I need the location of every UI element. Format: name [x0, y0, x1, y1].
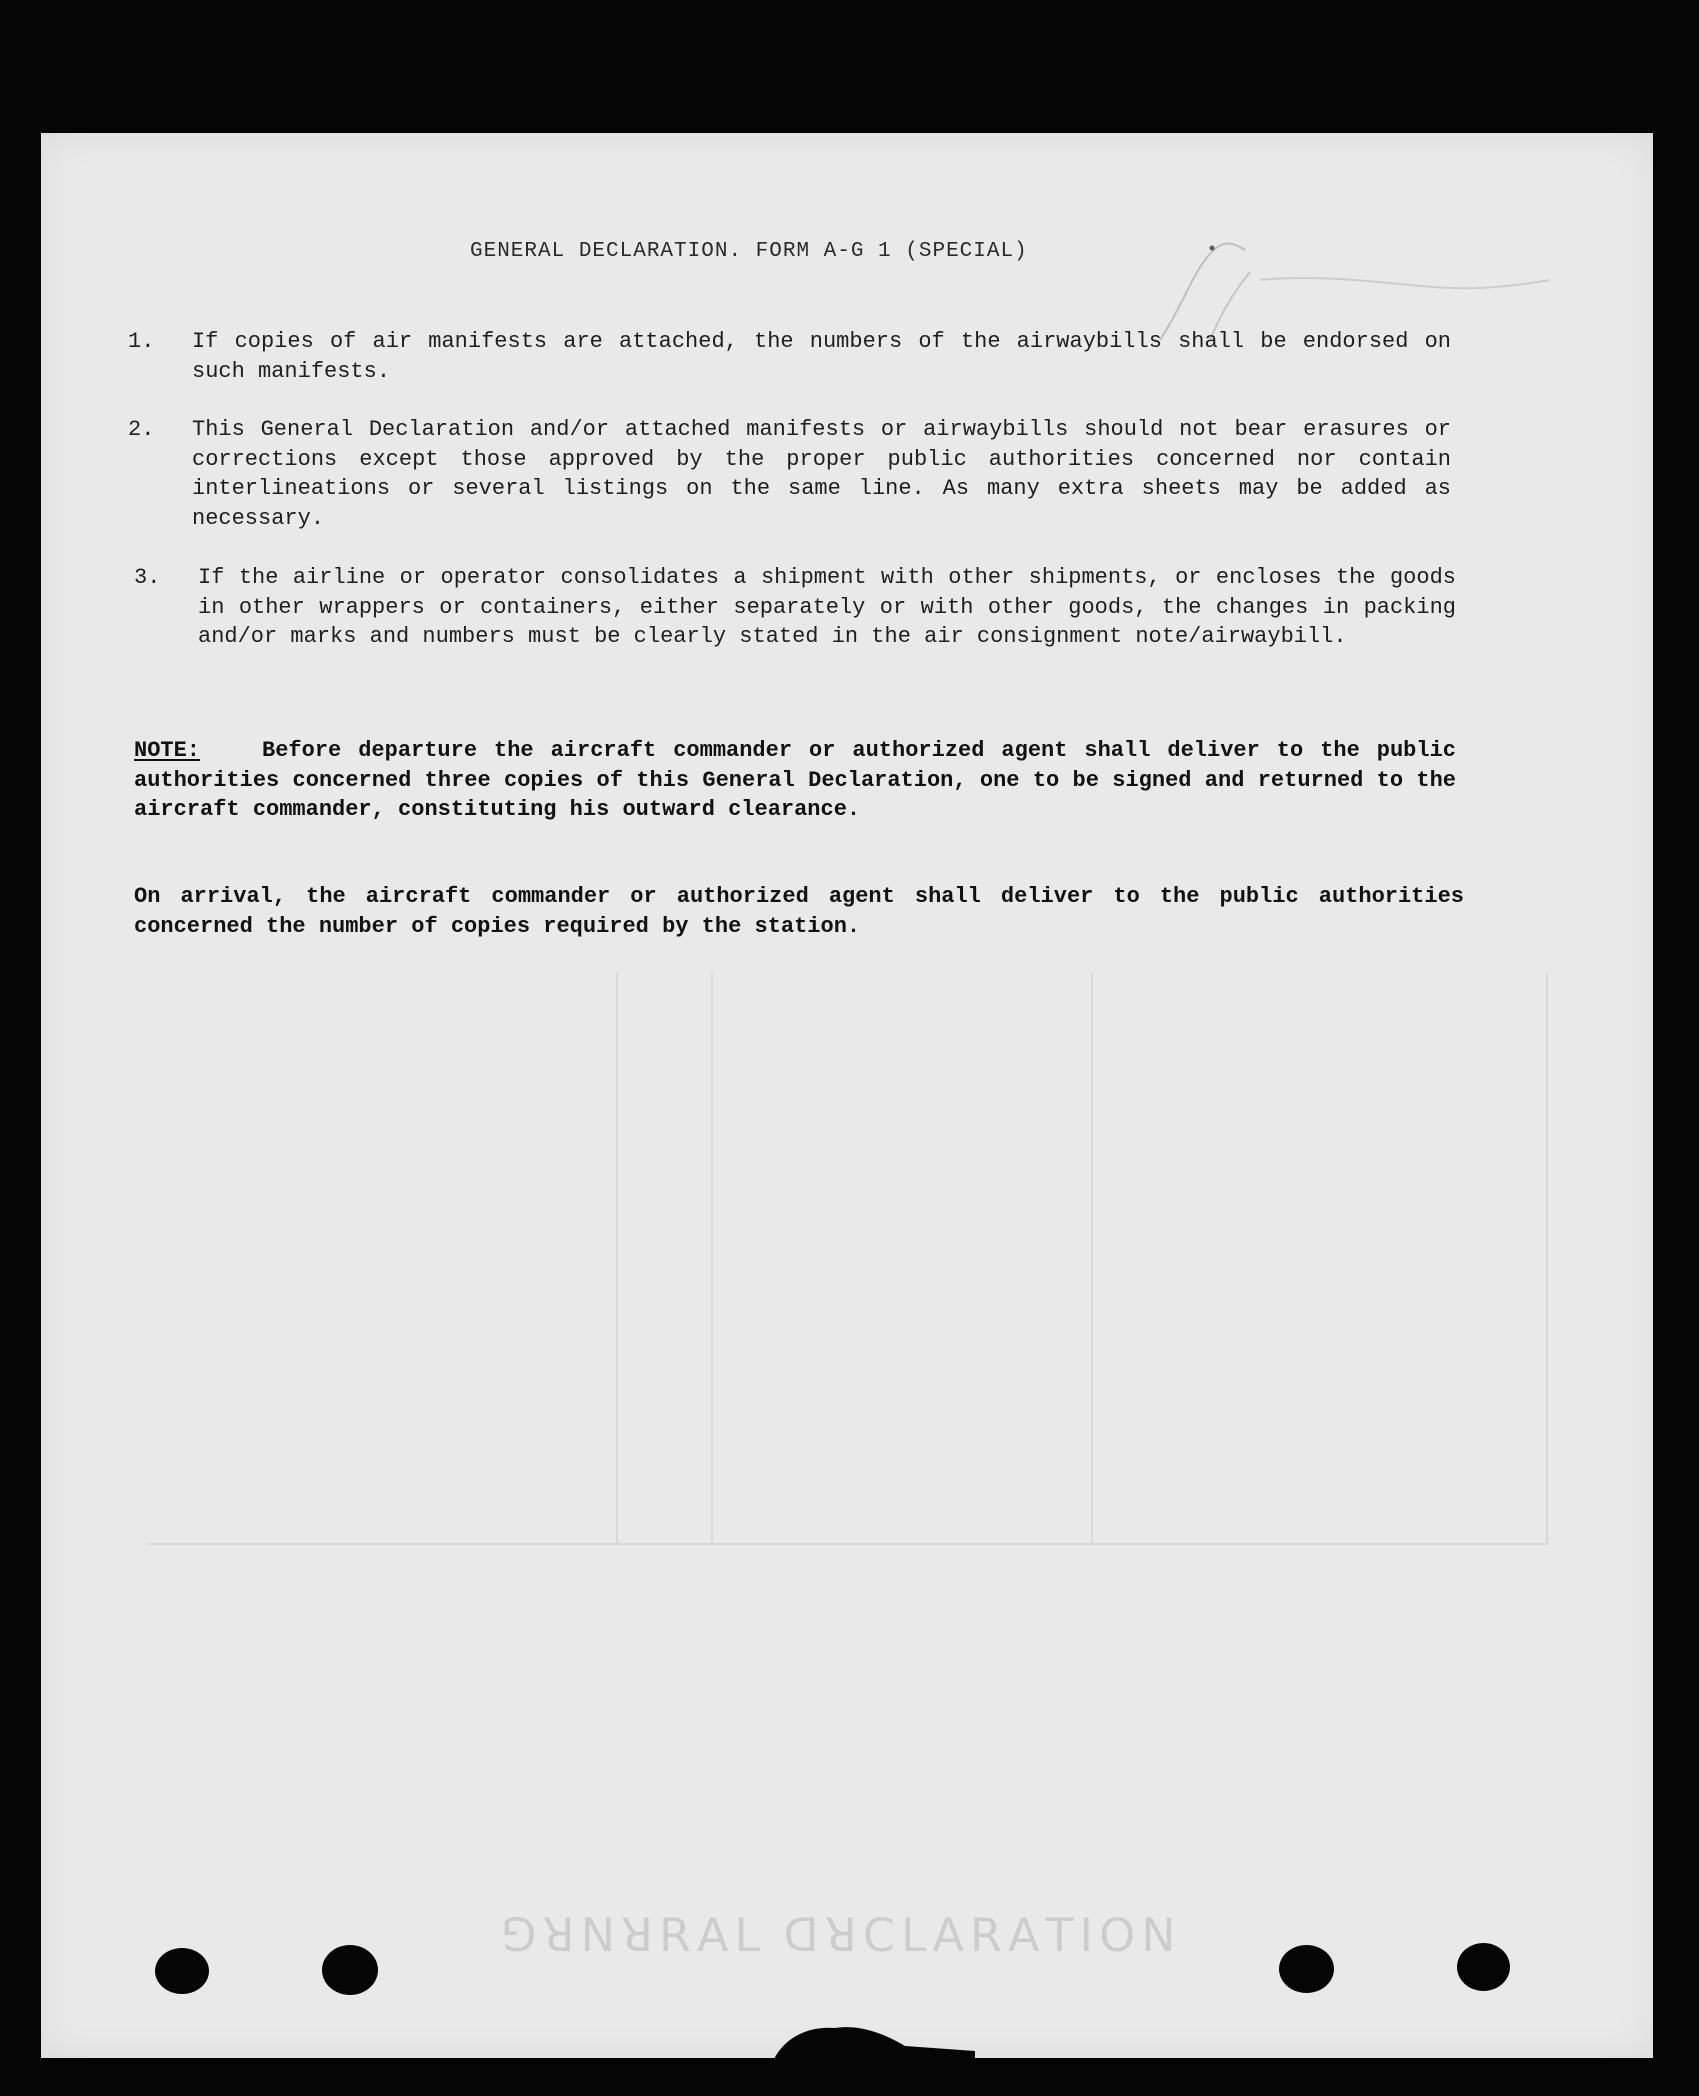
item-text: If copies of air manifests are attached, the numbers of the airwaybills shall be endorsed on such manifests.	[192, 329, 1451, 384]
item-number: 1.	[128, 329, 155, 354]
punch-hole	[1279, 1945, 1334, 1993]
bleed-through-heading: ꓨꓤꓠꓤꓣꓮꓡ ꓷꓤꓚꓡꓮꓣꓮꓔꓲꓳꓠ	[501, 1910, 1182, 1961]
punch-hole	[322, 1945, 378, 1995]
item-text: This General Declaration and/or attached manifests or airwaybills should not bear erasures or corrections except those approved by the proper public authorities concerned nor contain interlineations or several listings on the same line. As many extra sheets may be added as necessary.	[192, 417, 1451, 531]
bleed-through-rule	[616, 973, 618, 1543]
torn-edge	[765, 2006, 975, 2096]
bleed-through-rule	[146, 1543, 1548, 1545]
bleed-through-rule	[1091, 973, 1093, 1543]
arrival-paragraph: On arrival, the aircraft commander or authorized agent shall deliver to the public authorities concerned the number of copies required by the station.	[134, 884, 1464, 939]
item-text: If the airline or operator consolidates a shipment with other shipments, or encloses the goods in other wrappers or containers, either separately or with other goods, the changes in packing and/or marks and numbers must be clearly stated in the air consignment note/airwaybill.	[198, 565, 1456, 649]
item-number: 2.	[128, 417, 155, 442]
note-paragraph	[134, 736, 1456, 825]
punch-hole	[1457, 1943, 1510, 1991]
bleed-through-rule	[1546, 973, 1548, 1543]
item-number: 3.	[134, 565, 161, 590]
note-text: Before departure the aircraft commander or authorized agent shall deliver to the public authorities concerned three copies of this General Declaration, one to be signed and returned to the aircraft commander, constituting his outward clearance.	[134, 738, 1456, 822]
document-title: GENERAL DECLARATION. FORM A-G 1 (SPECIAL)	[470, 240, 1028, 263]
note-label: NOTE:	[134, 738, 201, 763]
punch-hole	[155, 1948, 209, 1994]
bleed-through-rule	[711, 973, 713, 1543]
